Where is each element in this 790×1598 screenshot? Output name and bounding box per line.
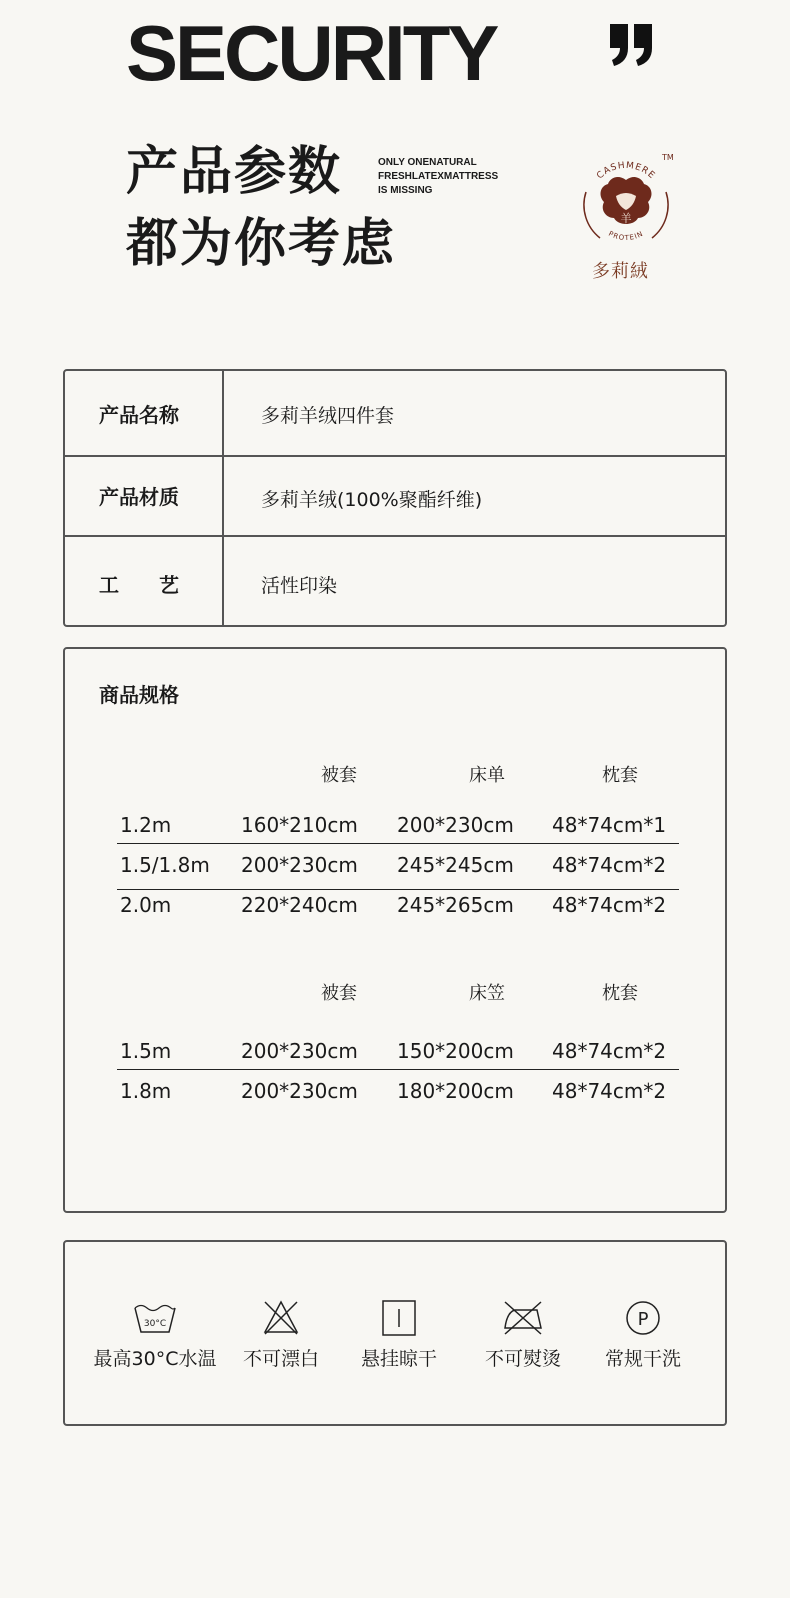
care-instructions-box (63, 1240, 727, 1426)
sheep-logo-icon (576, 152, 676, 252)
care-item (593, 1298, 693, 1371)
care-label: 不可熨烫 (484, 1348, 561, 1370)
care-item (231, 1298, 331, 1371)
no-bleach-icon (257, 1298, 305, 1338)
table-cell: 48*74cm*2 (552, 1079, 667, 1103)
row-divider (117, 843, 679, 844)
svg-text:PROTEIN (607, 230, 645, 242)
table-cell: 48*74cm*2 (552, 853, 667, 877)
table-cell: 48*74cm*2 (552, 893, 667, 917)
table-cell: 160*210cm (241, 813, 358, 837)
param-label: 工 艺 (99, 573, 179, 597)
care-item (473, 1298, 573, 1371)
quote-icon (608, 22, 656, 68)
tagline-line: IS MISSING (378, 185, 433, 196)
table-cell: 1.8m (120, 1079, 172, 1103)
logo-text: 多莉絨 (592, 261, 649, 282)
product-params-table (63, 369, 727, 627)
table-cell: 220*240cm (241, 893, 358, 917)
table-cell: 1.2m (120, 813, 172, 837)
table-cell: 48*74cm*2 (552, 1039, 667, 1063)
care-label: 不可漂白 (242, 1348, 319, 1370)
tagline-line: ONLY ONENATURAL (378, 157, 477, 168)
hang-dry-icon (375, 1298, 423, 1338)
care-label: 最高30°C水温 (93, 1348, 217, 1370)
care-label: 常规干洗 (604, 1348, 681, 1370)
table-cell: 2.0m (120, 893, 172, 917)
param-value: 多莉羊绒(100%聚酯纤维) (261, 489, 483, 511)
table-cell: 245*245cm (397, 853, 514, 877)
care-item (349, 1298, 449, 1371)
param-row (65, 537, 725, 625)
param-value: 活性印染 (261, 575, 338, 597)
column-header: 被套 (321, 983, 357, 1004)
tagline (378, 156, 498, 198)
care-label: 悬挂晾干 (360, 1348, 437, 1370)
logo-tm: TM (662, 153, 674, 162)
column-header: 被套 (321, 765, 357, 786)
table-cell: 1.5/1.8m (120, 853, 210, 877)
table-cell: 150*200cm (397, 1039, 514, 1063)
table-cell: 200*230cm (397, 813, 514, 837)
table-cell: 200*230cm (241, 1079, 358, 1103)
svg-text:CASHMERE (595, 161, 657, 182)
param-row (65, 457, 725, 537)
wash-30-icon (131, 1298, 179, 1338)
column-header: 枕套 (602, 983, 638, 1004)
dry-clean-p-icon (619, 1298, 667, 1338)
row-divider (117, 889, 679, 890)
param-value: 多莉羊绒四件套 (261, 405, 395, 427)
care-item (93, 1298, 217, 1371)
page-title-line2: 都为你考虑 (126, 214, 397, 274)
table-cell: 200*230cm (241, 1039, 358, 1063)
product-specs-box (63, 647, 727, 1213)
table-cell: 245*265cm (397, 893, 514, 917)
table-cell: 180*200cm (397, 1079, 514, 1103)
logo-arc-bottom: PROTEIN (607, 229, 645, 243)
row-divider (117, 1069, 679, 1070)
specs-title: 商品规格 (99, 683, 179, 707)
wash-temp: 30°C (143, 1319, 167, 1329)
table-cell: 1.5m (120, 1039, 172, 1063)
column-header: 床笠 (469, 983, 505, 1004)
brand-word: SECURITY (126, 9, 497, 97)
param-label: 产品材质 (99, 485, 179, 509)
page-title-line1: 产品参数 (126, 142, 343, 202)
table-cell: 200*230cm (241, 853, 358, 877)
column-header: 床单 (469, 765, 505, 786)
logo-center-char: 羊 (620, 212, 632, 225)
param-label: 产品名称 (99, 403, 179, 427)
tagline-line: FRESHLATEXMATTRESS (378, 171, 499, 182)
param-row (65, 371, 725, 457)
no-iron-icon (499, 1298, 547, 1338)
column-header: 枕套 (602, 765, 638, 786)
logo-arc-top: CASHMERE (595, 160, 657, 182)
dry-clean-mark: P (637, 1309, 649, 1330)
table-cell: 48*74cm*1 (552, 813, 667, 837)
